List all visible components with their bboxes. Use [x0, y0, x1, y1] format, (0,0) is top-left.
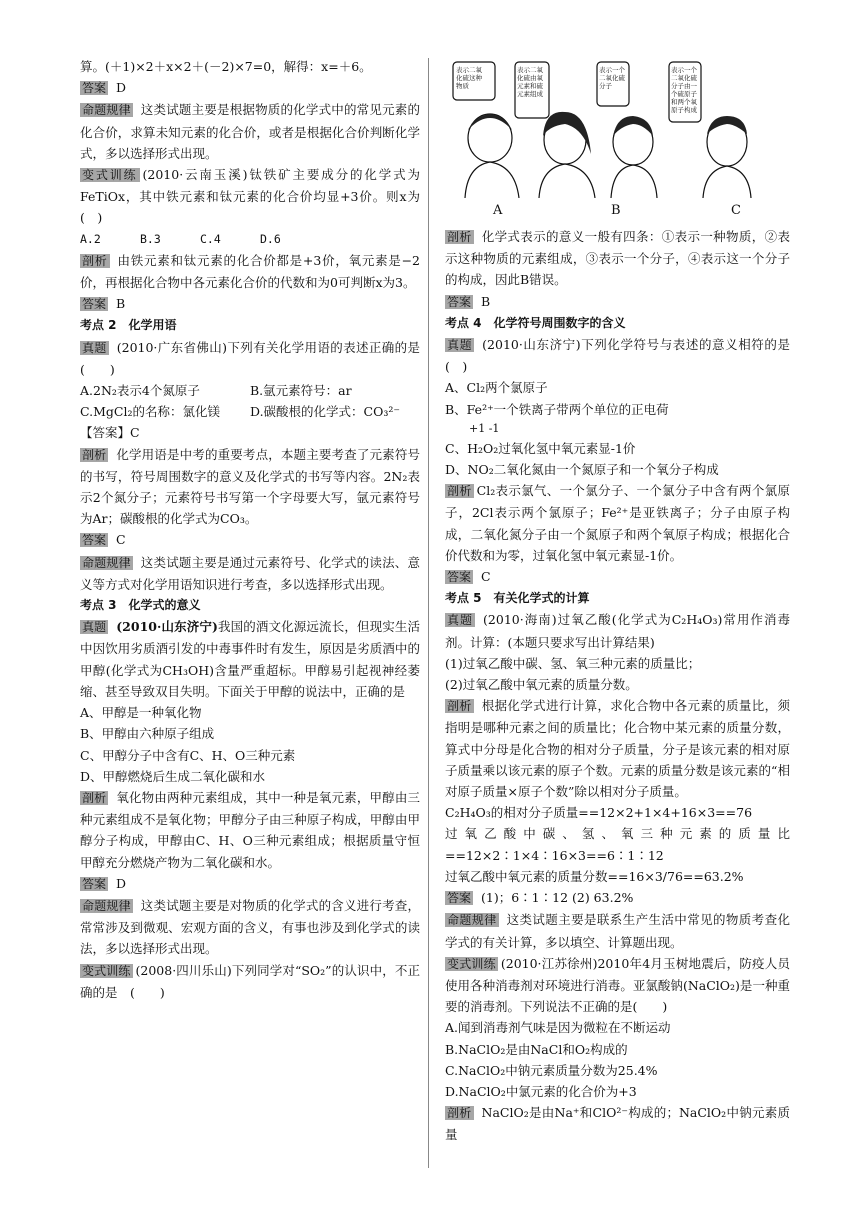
analysis-text: 根据化学式进行计算，求化合物中各元素的质量比，须指明是哪种元素之间的质量比；化合物中某元素的质量分数，算式中分母是化合物的相对分子质量，分子是该元素的相对原子质量乘以该元素的原子个数。元素的质量分数是该元素的“相对原子质量×原子个数”除以相对分子质量。 — [445, 698, 790, 800]
variant-text: (2010·江苏徐州)2010年4月玉树地震后，防疫人员使用各种消毒剂对环境进行消毒。亚氯酸钠(NaClO₂)是一种重要的消毒剂。下列说法不正确的是( ) — [445, 955, 790, 1015]
variant-question — [80, 960, 420, 1003]
column-divider — [428, 58, 429, 1168]
answer-value: C — [481, 569, 491, 585]
answer-value: B — [116, 296, 126, 312]
option-b: B.3 — [140, 231, 161, 246]
answer-tag: 答案 — [82, 81, 107, 96]
analysis-paragraph — [445, 695, 790, 802]
rule-text: 这类试题主要是根据物质的化学式中的常见元素的化合价，求算未知元素的化合价，或者是根据化合价判断化学式，多以选择形式出现。 — [80, 102, 420, 161]
answer-value: B — [481, 293, 491, 309]
answer-value: (1)；6∶1∶12 (2) 63.2% — [481, 890, 634, 906]
rule-tag: 命题规律 — [82, 898, 131, 913]
figure-label-b: B — [611, 203, 621, 218]
option-d: D.6 — [260, 231, 281, 246]
bubble-line: 表示一个 — [671, 66, 697, 74]
exam-question — [80, 616, 420, 702]
bubble-line: 化硫由氧 — [517, 74, 543, 82]
answer-tag: 答案 — [82, 876, 107, 891]
bubble-line: 元素组成 — [517, 90, 543, 98]
exam-text: (2010·海南)过氧乙酸(化学式为C₂H₄O₃)常用作消毒剂。计算：(本题只要求写出计算结果) — [445, 612, 790, 650]
rule-text: 这类试题主要是对物质的化学式的含义进行考查，常常涉及到微观、宏观方面的含义，有事也涉及到化学式的读法，多以选择形式出现。 — [80, 897, 420, 957]
bubble-4-content — [671, 65, 698, 114]
rule-text: 这类试题主要是联系生产生活中常见的物质考查化学式的有关计算，多以填空、计算题出现。 — [445, 912, 790, 950]
calc-line: 过氧乙酸中碳、氢、氧三种元素的质量比==12×2∶1×4∶16×3==6∶1∶12 — [445, 826, 790, 863]
option-line: D.NaClO₂中氯元素的化合价为+3 — [445, 1083, 637, 1099]
answer-value: D — [116, 80, 127, 96]
exam-source: (2010·山东济宁) — [116, 619, 218, 635]
exam-text: (2010·广东省佛山)下列有关化学用语的表述正确的是( ) — [80, 339, 420, 377]
subquestion-1: (1)过氧乙酸中碳、氢、氧三种元素的质量比； — [445, 655, 701, 671]
variant-question — [445, 953, 790, 1018]
exam-tag: 真题 — [82, 620, 107, 635]
answer-line — [80, 529, 420, 551]
option-line: C.NaClO₂中钠元素质量分数为25.4% — [445, 1062, 658, 1078]
bracket-answer: 【答案】C — [80, 425, 140, 441]
answer-tag: 答案 — [447, 570, 472, 585]
bubble-2-text — [517, 65, 544, 98]
bubble-line: 分子由一 — [671, 82, 697, 90]
answer-value: D — [116, 875, 127, 891]
section-heading: 考点 4 化学符号周围数字的含义 — [445, 315, 626, 330]
exam-question — [80, 337, 420, 380]
analysis-tag: 剖析 — [82, 253, 108, 268]
rule-paragraph — [80, 895, 420, 960]
option-a: A.2N₂表示4个氮原子 — [80, 383, 200, 399]
option-c: C.4 — [200, 231, 221, 246]
rule-text: 这类试题主要是通过元素符号、化学式的读法、意义等方式对化学用语知识进行考查，多以选择形式出现。 — [80, 554, 420, 592]
analysis-tag: 剖析 — [447, 230, 472, 244]
answer-tag: 答案 — [447, 891, 472, 906]
rule-paragraph — [80, 552, 420, 595]
bubble-line: 元素和硫 — [517, 82, 543, 90]
calc-line: C₂H₄O₃的相对分子质量==12×2+1×4+16×3==76 — [445, 805, 753, 821]
analysis-tag: 剖析 — [82, 447, 107, 462]
subquestion-2: (2)过氧乙酸中氧元素的质量分数。 — [445, 677, 638, 693]
analysis-text: 由铁元素和钛元素的化合价都是+3价，氧元素是−2价，再根据化合物中各元素化合价的代数和为0可判断x为3。 — [80, 252, 420, 291]
option-line: C、H₂O₂过氧化氢中氧元素显-1价 — [445, 440, 636, 456]
option-a: A.2 — [80, 231, 101, 246]
bubble-line: 物质 — [456, 82, 469, 90]
analysis-text: NaClO₂是由Na⁺和ClO²⁻构成的；NaClO₂中钠元素质量 — [445, 1105, 790, 1143]
valence-marks: +1 -1 — [469, 421, 500, 435]
variant-text: (2010·云南玉溪)钛铁矿主要成分的化学式为FeTiOx，其中铁元素和钛元素的化合价均显+3价。则x为( ) — [80, 167, 420, 226]
variant-tag: 变式训练 — [447, 956, 496, 971]
person-b-body — [539, 164, 595, 198]
answer-line — [445, 887, 790, 909]
exam-tag: 真题 — [447, 613, 474, 628]
exam-question — [445, 609, 790, 652]
option-line: C、甲醇分子中含有C、H、O三种元素 — [80, 747, 296, 763]
answer-line — [445, 291, 790, 313]
option-line: D、NO₂二氧化氮由一个氮原子和一个氧分子构成 — [445, 462, 719, 478]
option-line: A、甲醇是一种氧化物 — [80, 705, 202, 721]
left-column — [80, 56, 420, 1003]
variant-options — [80, 229, 420, 250]
rule-tag: 命题规律 — [447, 913, 497, 928]
option-line: A、Cl₂两个氯原子 — [445, 380, 548, 396]
cartoon-illustration — [445, 58, 790, 198]
variant-question — [80, 164, 420, 229]
analysis-text: 氧化物由两种元素组成，其中一种是氧元素，甲醇由三种元素组成不是氧化物；甲醇分子由三种原子构成，甲醇由甲醇分子构成，甲醇由C、H、O三种元素组成；根据质量守恒甲醇充分燃烧产物为二氧化碳和水。 — [80, 789, 420, 870]
rule-paragraph — [80, 99, 420, 164]
bubble-2-content — [517, 65, 544, 98]
option-line: B、Fe²⁺一个铁离子带两个单位的正电荷 — [445, 401, 669, 417]
analysis-paragraph — [445, 480, 790, 566]
analysis-tag: 剖析 — [447, 1106, 472, 1121]
rule-tag: 命题规律 — [82, 103, 131, 118]
option-line: B.NaClO₂是由NaCl和O₂构成的 — [445, 1041, 628, 1057]
calc-line: 算。(＋1)×2＋x×2＋(－2)×7=0，解得：x=＋6。 — [80, 59, 372, 74]
bubble-line: 表示二氧 — [517, 66, 543, 74]
answer-line — [80, 77, 420, 99]
bubble-line: 表示一个 — [599, 66, 625, 74]
question-options — [80, 401, 420, 422]
exam-tag: 真题 — [447, 338, 473, 353]
rule-tag: 命题规律 — [82, 555, 131, 570]
answer-value: C — [116, 532, 126, 548]
option-c: C.MgCl₂的名称：氯化镁 — [80, 404, 220, 420]
bubble-line: 二氧化硫 — [671, 74, 697, 82]
section-heading: 考点 3 化学式的意义 — [80, 598, 201, 613]
option-line: A.闻到消毒剂气味是因为微粒在不断运动 — [445, 1020, 671, 1036]
rule-paragraph — [445, 909, 790, 952]
bubble-4-text — [671, 65, 698, 114]
answer-line — [80, 873, 420, 895]
figure-label-c: C — [731, 203, 741, 218]
cartoon-figure — [445, 58, 790, 226]
bubble-line: 和两个氧 — [671, 98, 697, 106]
bubble-line: 二氧化硫 — [599, 74, 625, 82]
option-b: B.氩元素符号：ar — [250, 383, 352, 399]
bubble-line: 分子 — [599, 82, 612, 90]
bubble-line: 化硫这种 — [456, 74, 482, 82]
question-options — [80, 380, 420, 401]
bubble-line: 原子构成 — [671, 106, 697, 114]
analysis-tag: 剖析 — [447, 484, 472, 499]
bubble-line: 表示二氧 — [456, 66, 482, 74]
analysis-text: Cl₂表示氯气、一个氯分子、一个氯分子中含有两个氯原子，2Cl表示两个氯原子；Fe²⁺是亚铁离子；分子由原子构成，二氧化氮分子由一个氮原子和两个氧原子构成；根据化合价代数和为零，过氧化氢中氧元素显-1价。 — [445, 483, 790, 563]
analysis-text: 化学用语是中考的重要考点，本题主要考查了元素符号的书写，符号周围数字的意义及化学式的书写等内容。2N₂表示2个氮分子；元素符号书写第一个字母要大写，氩元素符号为Ar；碳酸根的化学式为CO₃。 — [80, 446, 420, 527]
answer-tag: 答案 — [447, 294, 472, 309]
exam-tag: 真题 — [82, 340, 107, 355]
option-d: D.碳酸根的化学式：CO₃²⁻ — [250, 404, 400, 420]
section-heading: 考点 5 有关化学式的计算 — [445, 591, 590, 606]
person-c-body — [611, 165, 657, 198]
answer-tag: 答案 — [82, 533, 107, 548]
variant-tag: 变式训练 — [82, 963, 131, 978]
answer-line — [80, 293, 420, 315]
variant-tag: 变式训练 — [82, 168, 138, 183]
option-line: B、甲醇由六种原子组成 — [80, 726, 215, 742]
section-heading: 考点 2 化学用语 — [80, 318, 177, 333]
analysis-paragraph — [80, 787, 420, 873]
analysis-tag: 剖析 — [447, 699, 472, 714]
analysis-paragraph — [445, 226, 790, 291]
figure-label-a: A — [493, 203, 503, 218]
person-d-body — [703, 166, 751, 198]
exam-text: 我国的酒文化源远流长，但现实生活中因饮用劣质酒引发的中毒事件时有发生，原因是劣质酒中的甲醇(化学式为CH₃OH)含量严重超标。甲醇易引起视神经萎缩、甚至导致双目失明。下面关于甲醇的说法中，正确的是 — [80, 619, 420, 699]
analysis-paragraph — [80, 250, 420, 293]
exam-question — [445, 334, 790, 377]
exam-text: (2010·山东济宁)下列化学符号与表述的意义相符的是( ) — [445, 337, 790, 375]
analysis-text: 化学式表示的意义一般有四条：①表示一种物质，②表示这种物质的元素组成，③表示一个分子，④表示这一个分子的构成，因此B错误。 — [445, 229, 790, 288]
variant-text: (2008·四川乐山)下列同学对“SO₂”的认识中，不正确的是 ( ) — [80, 962, 420, 1000]
answer-line — [445, 566, 790, 588]
right-column — [445, 56, 790, 1146]
analysis-paragraph — [80, 444, 420, 530]
person-a-body — [465, 162, 519, 198]
calc-line: 过氧乙酸中氧元素的质量分数==16×3/76==63.2% — [445, 868, 744, 884]
bubble-line: 个硫原子 — [671, 90, 697, 98]
option-line: D、甲醇燃烧后生成二氧化碳和水 — [80, 768, 266, 784]
analysis-tag: 剖析 — [82, 790, 107, 805]
answer-tag: 答案 — [82, 297, 107, 312]
analysis-paragraph — [445, 1102, 790, 1145]
